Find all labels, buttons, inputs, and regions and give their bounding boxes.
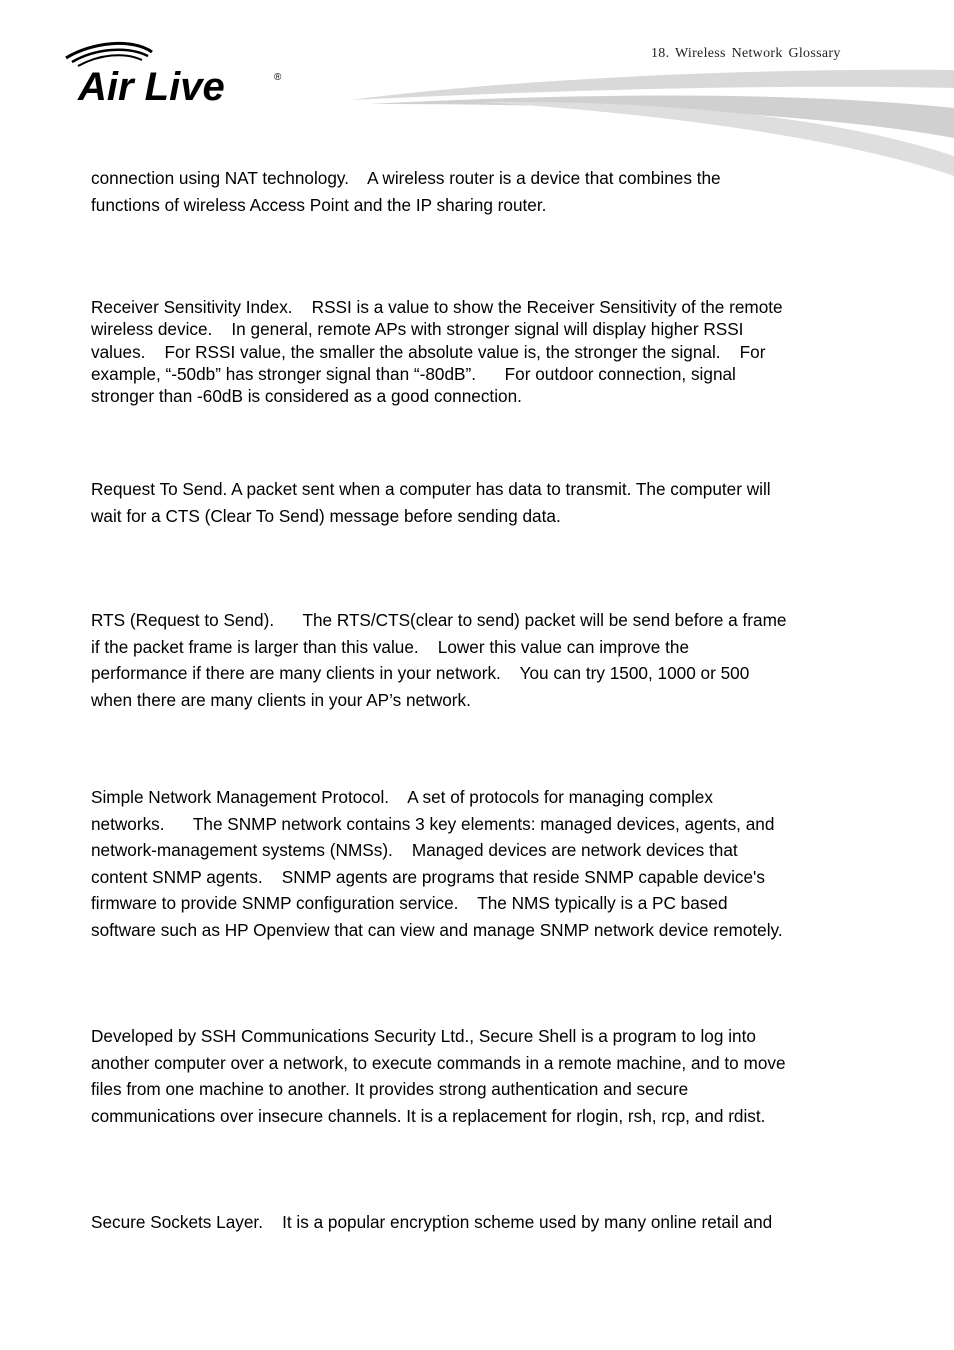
text-line: performance if there are many clients in your network. You can try 1500, 1000 or 500	[91, 663, 750, 683]
paragraph-rts-threshold	[91, 607, 871, 713]
text-line: communications over insecure channels. It is a replacement for rlogin, rsh, rcp, and rdist.	[91, 1105, 766, 1126]
paragraph-ssl	[91, 1209, 871, 1236]
text-line: Receiver Sensitivity Index. RSSI is a value to show the Receiver Sensitivity of the remote	[91, 297, 783, 317]
text-line: Simple Network Management Protocol. A set of protocols for managing complex	[91, 787, 713, 807]
text-line: Secure Sockets Layer. It is a popular encryption scheme used by many online retail and	[91, 1212, 773, 1232]
text-line: content SNMP agents. SNMP agents are programs that reside SNMP capable device's	[91, 866, 765, 887]
text-line: Request To Send. A packet sent when a computer has data to transmit. The computer will	[91, 479, 771, 499]
chapter-title: 18. Wireless Network Glossary	[651, 46, 841, 61]
text-line: wireless device. In general, remote APs with stronger signal will display higher RSSI	[91, 319, 744, 340]
paragraph-rssi	[91, 296, 871, 407]
text-line: when there are many clients in your AP’s network.	[91, 689, 471, 710]
text-line: wait for a CTS (Clear To Send) message before sending data.	[91, 505, 561, 526]
paragraph-snmp	[91, 784, 871, 943]
registered-mark: ®	[274, 72, 282, 83]
text-line: files from one machine to another. It provides strong authentication and secure	[91, 1079, 689, 1099]
text-line: functions of wireless Access Point and the IP sharing router.	[91, 194, 547, 215]
text-line: connection using NAT technology. A wireless router is a device that combines the	[91, 168, 721, 188]
text-line: stronger than -60dB is considered as a good connection.	[91, 386, 522, 407]
text-line: networks. The SNMP network contains 3 key elements: managed devices, agents, and	[91, 813, 775, 834]
paragraph-ssh	[91, 1023, 871, 1129]
paragraph-wireless-router	[91, 165, 871, 218]
airlive-logo	[62, 40, 292, 110]
text-line: network-management systems (NMSs). Managed devices are network devices that	[91, 840, 738, 860]
text-line: firmware to provide SNMP configuration service. The NMS typically is a PC based	[91, 893, 728, 913]
paragraph-rts	[91, 476, 871, 529]
text-line: if the packet frame is larger than this value. Lower this value can improve the	[91, 636, 690, 657]
text-line: another computer over a network, to execute commands in a remote machine, and to move	[91, 1052, 786, 1073]
logo-wordmark: Air Live	[78, 65, 225, 109]
text-line: software such as HP Openview that can view and manage SNMP network device remotely.	[91, 919, 783, 940]
header-swoosh-decoration	[340, 60, 954, 180]
text-line: values. For RSSI value, the smaller the absolute value is, the stronger the signal. For	[91, 341, 766, 362]
text-line: example, “-50db” has stronger signal than “-80dB”. For outdoor connection, signal	[91, 363, 736, 384]
text-line: Developed by SSH Communications Security Ltd., Secure Shell is a program to log into	[91, 1026, 756, 1046]
text-line: RTS (Request to Send). The RTS/CTS(clear to send) packet will be send before a frame	[91, 610, 787, 630]
